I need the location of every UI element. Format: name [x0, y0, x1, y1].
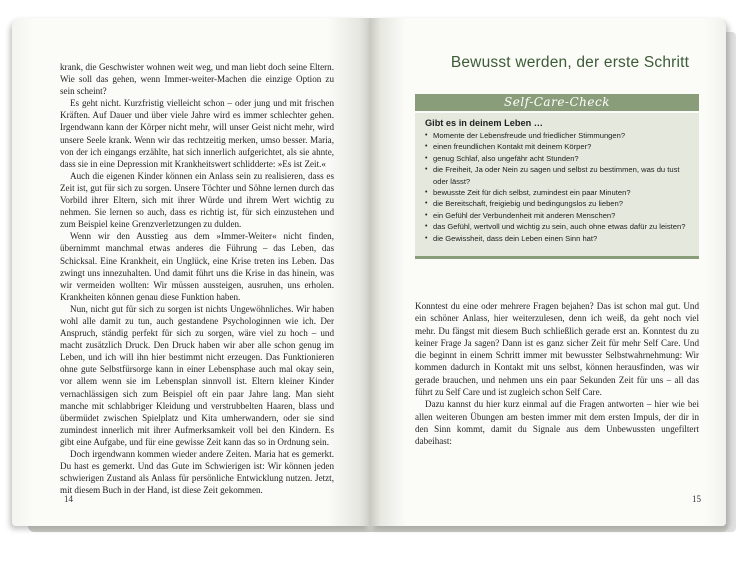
bullet-icon: • [425, 132, 428, 139]
bullet-icon: • [425, 154, 428, 162]
self-care-check-box [415, 113, 699, 259]
check-item-text: das Gefühl, wertvoll und wichtig zu sein, auch ohne etwas dafür zu leisten? [433, 222, 686, 232]
bullet-icon: • [425, 143, 428, 151]
open-book [8, 18, 736, 538]
check-item [425, 198, 691, 209]
chapter-title: Bewusst werden, der erste Schritt [450, 54, 690, 71]
body-paragraph: Dazu kannst du hier kurz einmal auf die Fragen antworten – hier wie bei allen weiteren Übungen am besten immer mit dem ersten Impuls, der dir in den Sinn kommt, damit du Signale aus dem Unbewussten ungefiltert dabeihast: [415, 399, 699, 447]
bullet-icon: • [425, 223, 428, 231]
body-paragraph: krank, die Geschwister wohnen weit weg, und man liebt doch seine Eltern. Wie soll das gehen, wenn Immer-weiter-Machen die einzige Option zu sein scheint? [60, 62, 334, 97]
check-item-text: einen freundlichen Kontakt mit deinem Körper? [433, 142, 592, 152]
page-number-right: 15 [692, 494, 701, 504]
check-item-text: die Bereitschaft, freigiebig und bedingungslos zu lieben? [433, 199, 623, 209]
check-item-text: genug Schlaf, also ungefähr acht Stunden? [433, 153, 579, 163]
right-page [370, 18, 726, 526]
body-paragraph: Wenn wir den Ausstieg aus dem »Immer-Weiter« nicht finden, übernimmt manchmal etwas anderes die Führung – das Leben, das Schicksal. Eine Krankheit, ein Unglück, eine Krise treten ins Leben. Das zwingt uns innezuhalten. Und damit führt uns die Krise in das hinein, was wir vermeiden wollten: Wir müssen aussteigen, ausruhen, uns erholen. Krankheiten können genau diese Funktion haben. [60, 231, 334, 302]
check-item [425, 130, 691, 141]
bullet-icon: • [425, 166, 428, 174]
check-item-text: Momente der Lebensfreude und friedlicher Stimmungen? [433, 131, 626, 140]
bullet-icon: • [425, 234, 428, 242]
bullet-icon: • [425, 200, 428, 208]
check-list [425, 130, 691, 244]
body-paragraph: Nun, nicht gut für sich zu sorgen ist nichts Ungewöhnliches. Wir haben wohl alle damit zu tun, auch gestandene Psychologinnen wie ich. Der Anspruch, ständig perfekt für sich zu sorgen, wäre viel zu hoch – und macht zusätzlich Druck. Den Druck haben wir aber alle schon genug im Leben, und ich will ihn hier bestimmt nicht erzeugen. Das Funktionieren ohne gute Selbstfürsorge kann in einer Lebensphase auch mal okay sein, vor allem wenn sie im Lebensplan sinnvoll ist. Eltern kleiner Kinder vernachlässigen sich zum Beispiel oft ein paar Jahre lang. Man sieht manche mit schlabbriger Kleidung und verstrubbelten Haaren, blass und übermüdet zwischen Spielplatz und Kita umherwandern, oder sie sind zumindest innerlich mit ihrer Aufmerksamkeit voll bei den Kindern. Es gibt eine Aufgabe, und für eine gewisse Zeit kann das so in Ordnung sein. [60, 303, 334, 447]
self-care-check-title: Self-Care-Check [415, 94, 699, 111]
check-item [425, 187, 691, 198]
left-page [12, 18, 370, 526]
check-item-text: die Freiheit, Ja oder Nein zu sagen und selbst zu bestimmen, was du tust oder lässt? [433, 165, 680, 186]
left-page-body [60, 61, 334, 496]
page-number-left: 14 [64, 494, 73, 504]
check-item [425, 164, 691, 187]
check-item [425, 210, 691, 221]
body-paragraph: Es geht nicht. Kurzfristig vielleicht schon – oder jung und mit frischen Kräften. Auf Dauer und über viele Jahre wird es immer schlechter gehen. Irgendwann kann der Körper nicht mehr, will unser Geist nicht mehr, wird unsere Seele krank. Wenn wir das rechtzeitig merken, umso besser. Maria, von der ich eingangs erzählte, hat sich innerlich aufgerichtet, als sie ahnte, dass sie in eine Depression mit Krankheitswert schlidderte: »Es ist Zeit.« [60, 98, 334, 169]
check-item [425, 233, 691, 244]
body-paragraph: Auch die eigenen Kinder können ein Anlass sein zu realisieren, dass es Zeit ist, gut für sich zu sorgen. Unsere Töchter und Söhne lernen durch das Vorbild ihrer Eltern, sich mit ihrer Würde und ihrem Wert wichtig zu nehmen. Sie lernen so auch, dass es richtig ist, für sich einzustehen und zum Beispiel keine Grenzverletzungen zu dulden. [60, 170, 334, 230]
check-item [425, 141, 691, 152]
bullet-icon: • [425, 211, 428, 219]
check-heading: Gibt es in deinem Leben … [425, 118, 543, 128]
right-page-body [415, 300, 699, 448]
check-item [425, 153, 691, 164]
check-item-text: die Gewissheit, dass dein Leben einen Sinn hat? [433, 233, 598, 243]
bullet-icon: • [425, 189, 428, 197]
check-item-text: ein Gefühl der Verbundenheit mit anderen Menschen? [433, 210, 616, 220]
check-item-text: bewusste Zeit für dich selbst, zumindest ein paar Minuten? [433, 188, 631, 198]
body-paragraph: Doch irgendwann kommen wieder andere Zeiten. Maria hat es gemerkt. Du hast es gemerkt. Und das Gute im Schwierigen ist: Wir können jeden schwierigen Zustand als Anlass für persönliche Entwicklung nutzen. Jetzt, mit diesem Buch in der Hand, ist diese Zeit gekommen. [60, 449, 334, 496]
check-item [425, 221, 691, 232]
body-paragraph: Konntest du eine oder mehrere Fragen bejahen? Das ist schon mal gut. Und ein schöner Anlass, hier weiterzulesen, denn ich weiß, da geht noch viel mehr. Du fängst mit diesem Buch schließlich gerade erst an. Konntest du zu keiner Frage Ja sagen? Dann ist es ganz sicher Zeit für mehr Self Care. Und die beginnt in einem Schritt immer mit bewusster Selbstwahrnehmung: Wir kommen dadurch in Kontakt mit uns selbst, können herausfinden, was wir gerade brauchen, und nehmen uns ein paar Sekunden Zeit für uns – all das führt zu Self Care und ist zugleich schon Self Care. [415, 301, 699, 398]
